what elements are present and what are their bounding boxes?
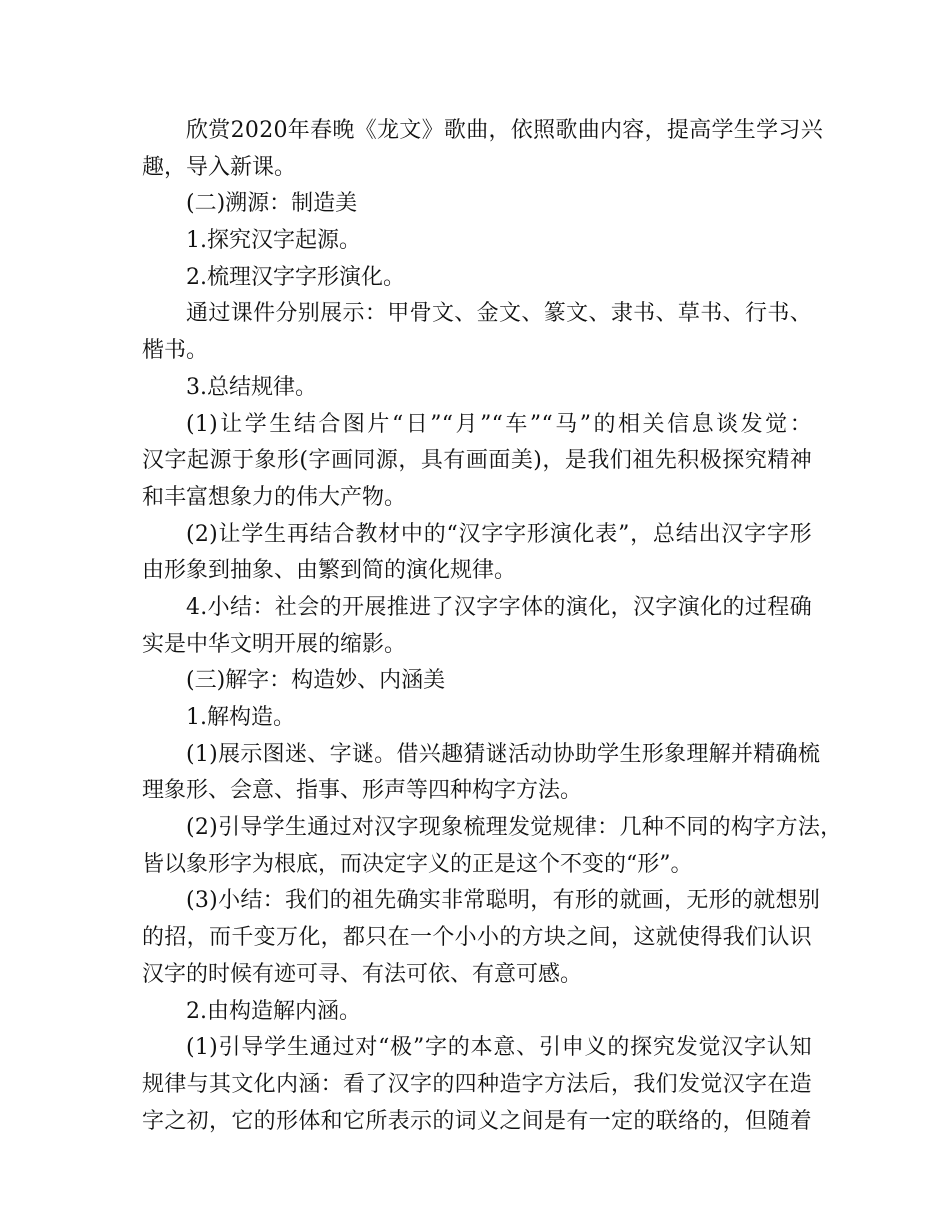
list-item: 2.梳理汉字字形演化。 (186, 264, 405, 290)
section-heading: (二)溯源：制造美 (186, 191, 358, 217)
paragraph-line: 和丰富想象力的伟大产物。 (142, 484, 407, 510)
paragraph-line: 4.小结：社会的开展推进了汉字字体的演化，汉字演化的过程确 (186, 594, 812, 620)
paragraph-line: 理象形、会意、指事、形声等四种构字方法。 (142, 778, 583, 804)
list-item: 3.总结规律。 (186, 374, 317, 400)
section-heading: (三)解字：构造妙、内涵美 (186, 668, 446, 694)
paragraph-line: 实是中华文明开展的缩影。 (142, 631, 407, 657)
paragraph-line: 欣赏2020年春晚《龙文》歌曲，依照歌曲内容，提高学生学习兴 (186, 118, 823, 143)
list-item: 1.探究汉字起源。 (186, 228, 361, 254)
paragraph-line: 的招，而千变万化，都只在一个小小的方块之间，这就使得我们认识 (142, 925, 812, 951)
paragraph-line: 由形象到抽象、由繁到简的演化规律。 (142, 558, 517, 584)
paragraph-line: 规律与其文化内涵：看了汉字的四种造字方法后，我们发觉汉字在造 (142, 1071, 812, 1097)
paragraph-line: (1)引导学生通过对“极”字的本意、引申义的探究发觉汉字认知 (186, 1035, 812, 1061)
paragraph-line: (1)让学生结合图片“日”“月”“车”“马”的相关信息谈发觉： (186, 411, 812, 437)
list-item: 2.由构造解内涵。 (186, 998, 361, 1024)
paragraph-line: 趣，导入新课。 (142, 154, 297, 180)
list-item: 1.解构造。 (186, 705, 295, 730)
paragraph-line: (1)展示图迷、字谜。借兴趣猜谜活动协助学生形象理解并精确梳 (186, 741, 821, 767)
paragraph-line: (2)引导学生通过对汉字现象梳理发觉规律：几种不同的构字方法， (186, 815, 843, 841)
paragraph-line: 皆以象形字为根底，而决定字义的正是这个不变的“形”。 (142, 851, 693, 877)
paragraph-line: 通过课件分别展示：甲骨文、金文、篆文、隶书、草书、行书、 (186, 301, 812, 327)
document-body (142, 113, 843, 1140)
paragraph-line: (3)小结：我们的祖先确实非常聪明，有形的就画，无形的就想别 (186, 888, 821, 914)
paragraph-line: (2)让学生再结合教材中的“汉字字形演化表”，总结出汉字字形 (186, 521, 812, 547)
paragraph-line: 汉字起源于象形(字画同源，具有画面美)，是我们祖先积极探究精神 (142, 448, 812, 474)
paragraph-line: 汉字的时候有迹可寻、有法可依、有意可感。 (142, 961, 583, 987)
paragraph-line: 字之初，它的形体和它所表示的词义之间是有一定的联络的，但随着 (142, 1108, 812, 1134)
paragraph-line: 楷书。 (142, 338, 209, 364)
